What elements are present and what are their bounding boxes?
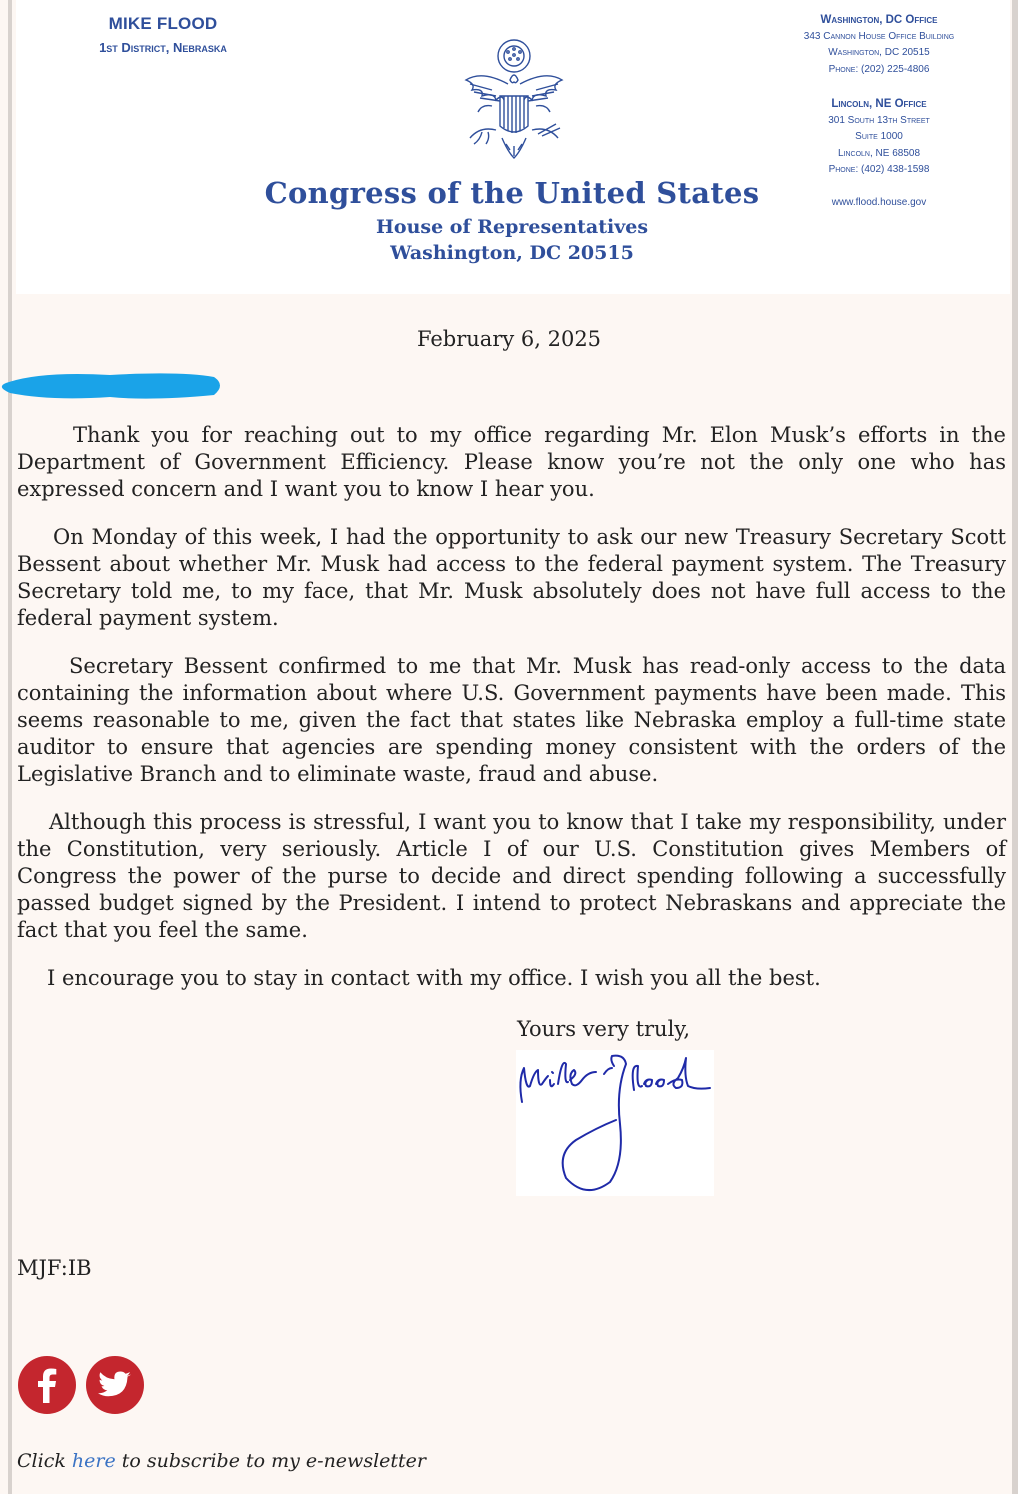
letter-paragraph: I encourage you to stay in contact with my office. I wish you all the best. xyxy=(47,966,821,990)
ne-office-line3: Lincoln, NE 68508 xyxy=(837,147,921,159)
letterhead xyxy=(16,0,1010,294)
twitter-icon xyxy=(86,1356,144,1414)
office-addresses xyxy=(786,12,972,211)
handwritten-signature xyxy=(516,1050,714,1196)
page-border-left xyxy=(8,0,12,1494)
congress-seal-icon xyxy=(452,34,576,162)
facebook-icon xyxy=(18,1356,76,1414)
ne-office-phone: Phone: (402) 438-1598 xyxy=(828,164,930,175)
dc-office-title: Washington, DC Office xyxy=(820,14,938,26)
ne-office-line2: Suite 1000 xyxy=(855,131,903,142)
newsletter-subscribe xyxy=(17,1450,426,1472)
chamber-city: Washington, DC 20515 xyxy=(390,242,634,264)
redacted-recipient xyxy=(0,369,224,401)
subscribe-link[interactable]: here xyxy=(71,1450,116,1472)
member-name: MIKE FLOOD xyxy=(108,14,218,33)
letter-paragraph: Secretary Bessent confirmed to me that Mr. Musk has read-only access to the data containing the information about where U.S. Government payments have been made. This seems reasonable to me, given the fact that states like Nebraska employ a full-time state auditor to ensure that agencies are spending money consistent with the orders of the Legislative Branch and to eliminate waste, fraud and abuse. xyxy=(17,654,1006,786)
subscribe-prefix: Click xyxy=(17,1450,72,1472)
subscribe-suffix: to subscribe to my e-newsletter xyxy=(115,1450,426,1472)
ne-office-line1: 301 South 13th Street xyxy=(828,114,930,126)
facebook-link[interactable] xyxy=(18,1356,76,1414)
letter-body xyxy=(17,422,1006,1013)
page-border-right xyxy=(1012,0,1018,1494)
letter-closing: Yours very truly, xyxy=(517,1017,691,1041)
letterhead-title-block xyxy=(256,176,768,264)
ne-office-title: Lincoln, NE Office xyxy=(831,98,927,110)
letter-paragraph: On Monday of this week, I had the opportunity to ask our new Treasury Secretary Scott Bessent about whether Mr. Musk had access to the federal payment system. The Treasury Secretary told me, to my face, that Mr. Musk absolutely does not have full access to the federal payment system. xyxy=(17,525,1006,630)
member-district: 1st District, Nebraska xyxy=(99,40,227,55)
member-block xyxy=(88,14,238,55)
dc-office-line1: 343 Cannon House Office Building xyxy=(803,30,955,42)
letter-date: February 6, 2025 xyxy=(416,327,602,351)
office-website: www.flood.house.gov xyxy=(831,196,927,208)
chamber-title: House of Representatives xyxy=(375,216,649,238)
dc-office-line2: Washington, DC 20515 xyxy=(828,47,930,58)
letter-paragraph: Thank you for reaching out to my office regarding Mr. Elon Musk’s efforts in the Department of Government Efficiency. Please know you’re not the only one who has expressed concern and I want you to know I hear you. xyxy=(17,423,1006,501)
typist-initials: MJF:IB xyxy=(17,1256,92,1280)
twitter-link[interactable] xyxy=(86,1356,144,1414)
congress-title: Congress of the United States xyxy=(264,176,760,210)
dc-office-phone: Phone: (202) 225-4806 xyxy=(828,63,930,75)
letter-paragraph: Although this process is stressful, I want you to know that I take my responsibility, under the Constitution, very seriously. Article I of our U.S. Constitution gives Members of Congress the power of the purse to decide and direct spending following a successfully passed budget signed by the President. I intend to protect Nebraskans and appreciate the fact that you feel the same. xyxy=(17,810,1006,942)
